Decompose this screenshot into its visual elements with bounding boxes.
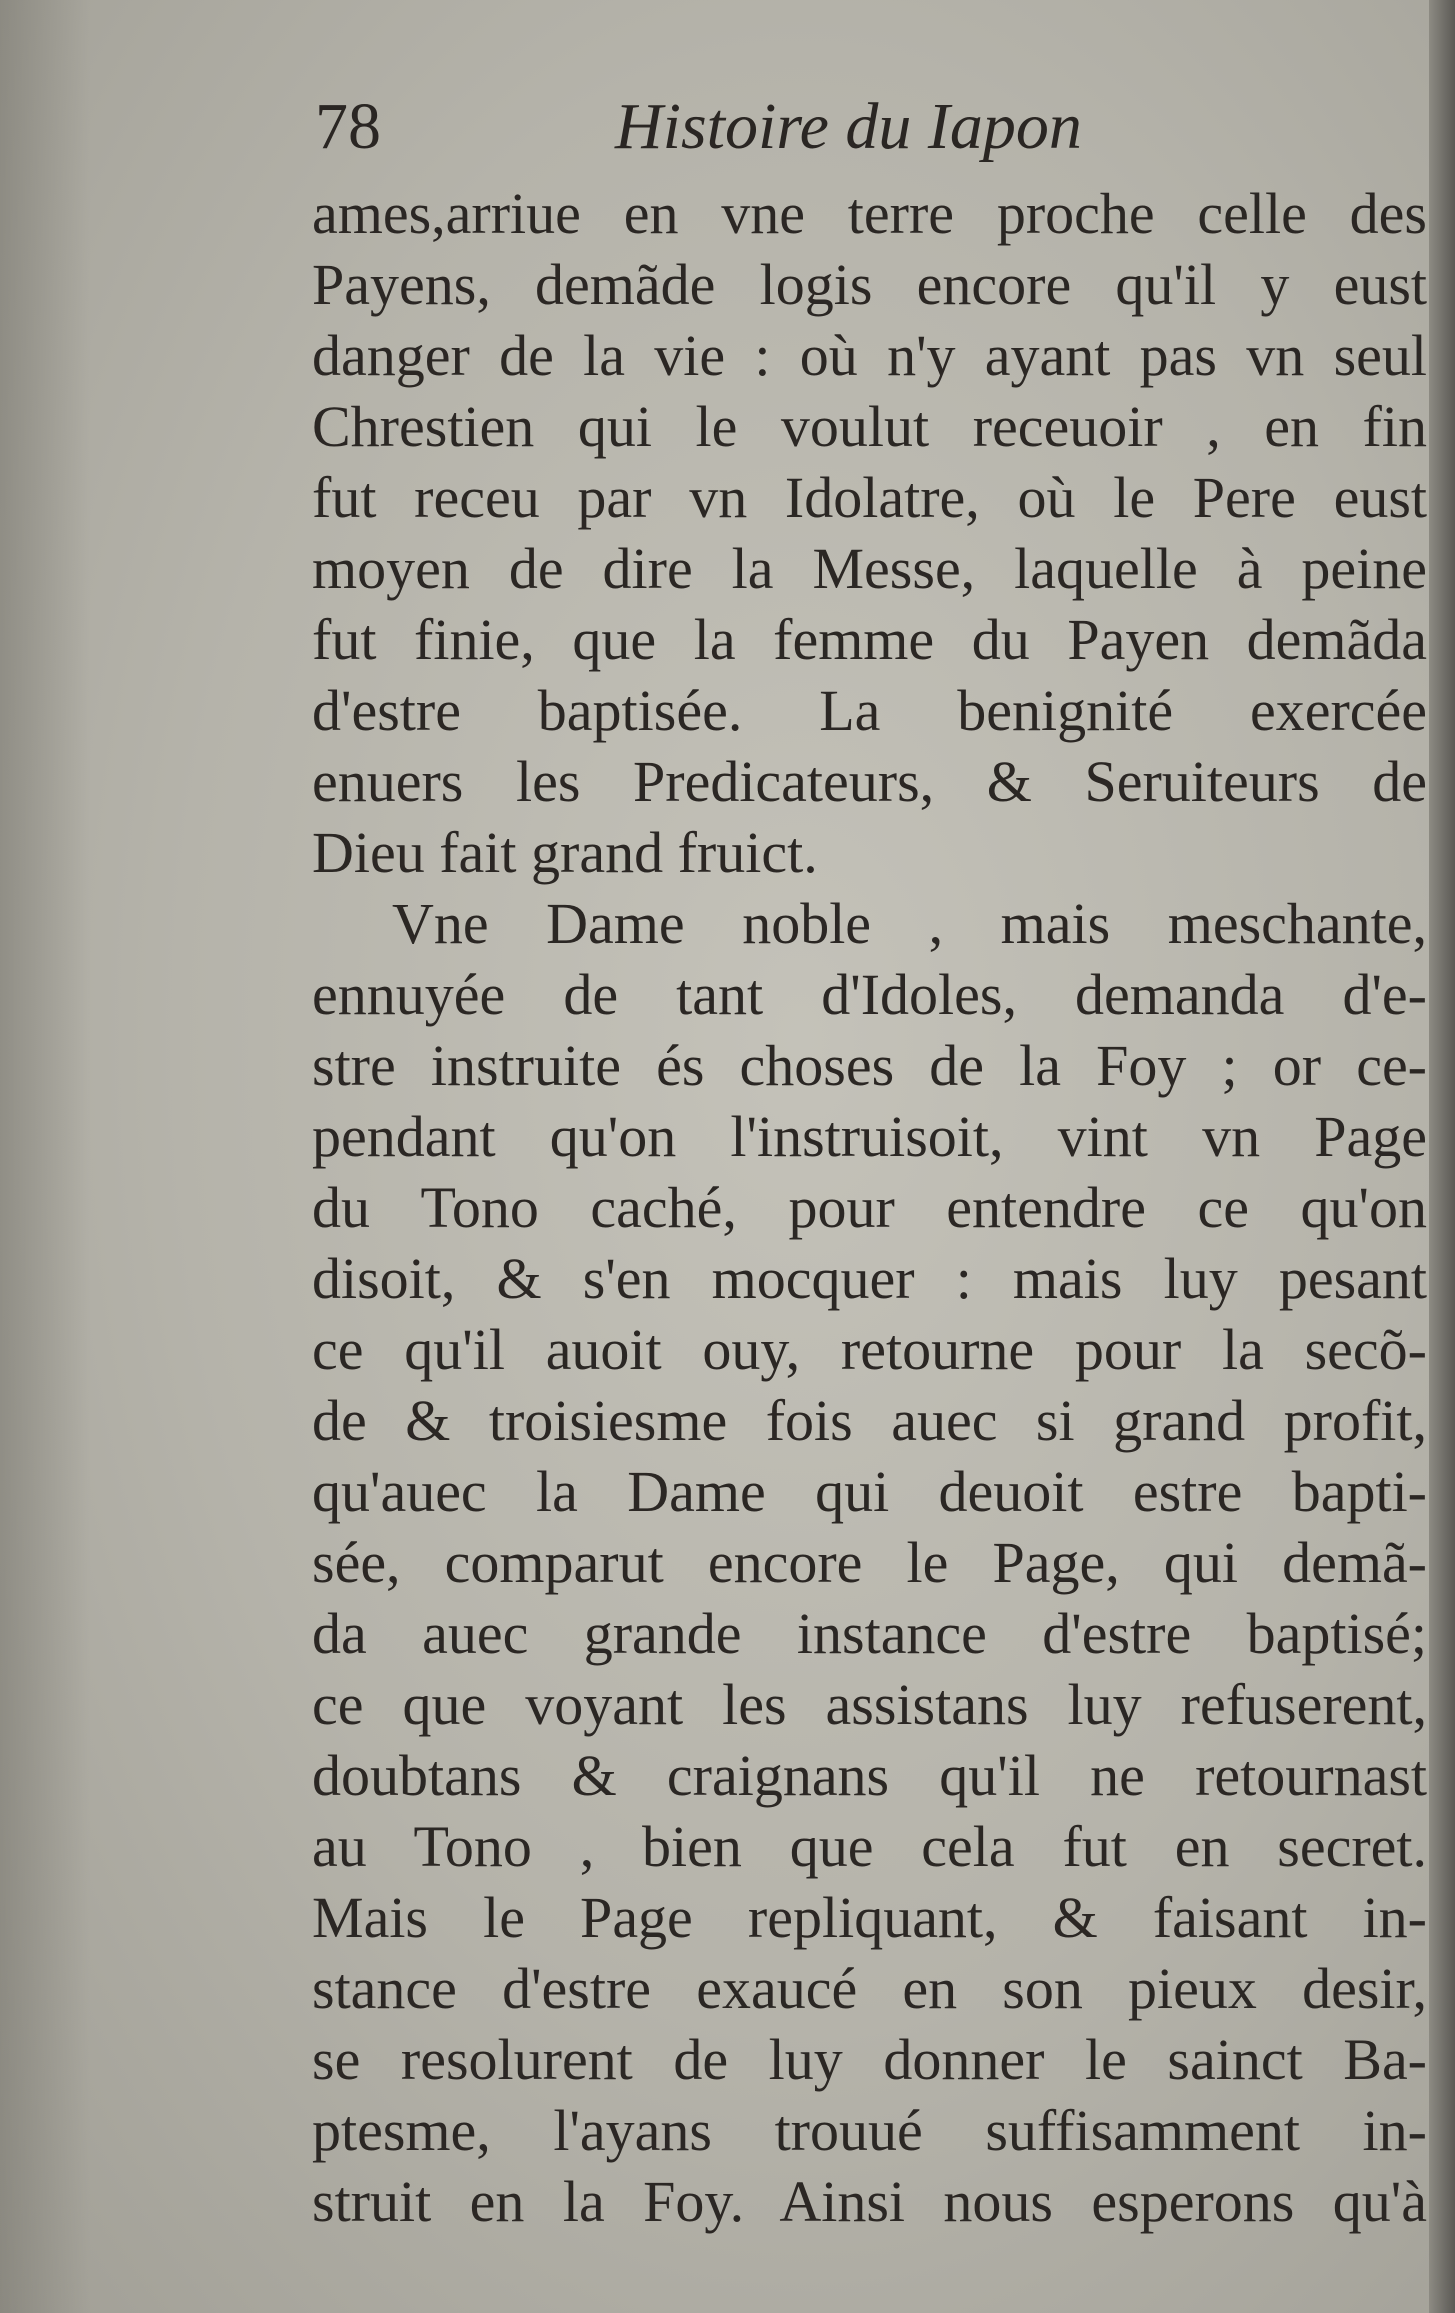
text-line: Dieu fait grand fruict. [312, 820, 818, 885]
text-line: fut finie, que la femme du Payen demãda [312, 607, 1427, 672]
text-line: sée, comparut encore le Page, qui demã- [312, 1530, 1427, 1595]
text-line: da auec grande instance d'estre baptisé; [312, 1601, 1427, 1666]
text-line: au Tono , bien que cela fut en secret. [312, 1814, 1427, 1879]
text-line: se resolurent de luy donner le sainct Ba- [312, 2027, 1427, 2092]
text-line: ptesme, l'ayans trouué suffisamment in- [312, 2098, 1427, 2163]
text-line: disoit, & s'en mocquer : mais luy pesant [312, 1246, 1427, 1311]
text-line: stance d'estre exaucé en son pieux desir, [312, 1956, 1427, 2021]
running-title: Histoire du Iapon [615, 90, 1082, 163]
text-line: qu'auec la Dame qui deuoit estre bapti- [312, 1459, 1427, 1524]
text-line: Payens, demãde logis encore qu'il y eust [312, 252, 1427, 317]
text-line: moyen de dire la Messe, laquelle à peine [312, 536, 1427, 601]
text-line: Mais le Page repliquant, & faisant in- [312, 1885, 1427, 1950]
page-header [315, 82, 1415, 172]
text-line: doubtans & craignans qu'il ne retournast [312, 1743, 1427, 1808]
text-line: enuers les Predicateurs, & Seruiteurs de [312, 749, 1427, 814]
text-line: du Tono caché, pour entendre ce qu'on [312, 1175, 1427, 1240]
body-text [312, 178, 1427, 2237]
binding-gutter [1429, 0, 1455, 2313]
text-line: struit en la Foy. Ainsi nous esperons qu'à [312, 2169, 1427, 2234]
text-line: de & troisiesme fois auec si grand profit, [312, 1388, 1427, 1453]
text-line: ennuyée de tant d'Idoles, demanda d'e- [312, 962, 1427, 1027]
text-line: danger de la vie : où n'y ayant pas vn seul [312, 323, 1427, 388]
text-line: ames,arriue en vne terre proche celle des [312, 181, 1427, 246]
text-line: fut receu par vn Idolatre, où le Pere eust [312, 465, 1427, 530]
text-line: ce qu'il auoit ouy, retourne pour la secõ- [312, 1317, 1427, 1382]
text-line: Chrestien qui le voulut receuoir , en fin [312, 394, 1427, 459]
text-line: d'estre baptisée. La benignité exercée [312, 678, 1427, 743]
text-line: stre instruite és choses de la Foy ; or ce- [312, 1033, 1427, 1098]
page-edge-shadow [0, 0, 90, 2313]
text-line: Vne Dame noble , mais meschante, [392, 891, 1427, 956]
text-line: ce que voyant les assistans luy refuserent, [312, 1672, 1427, 1737]
page-number: 78 [315, 90, 381, 163]
text-line: pendant qu'on l'instruisoit, vint vn Page [312, 1104, 1427, 1169]
